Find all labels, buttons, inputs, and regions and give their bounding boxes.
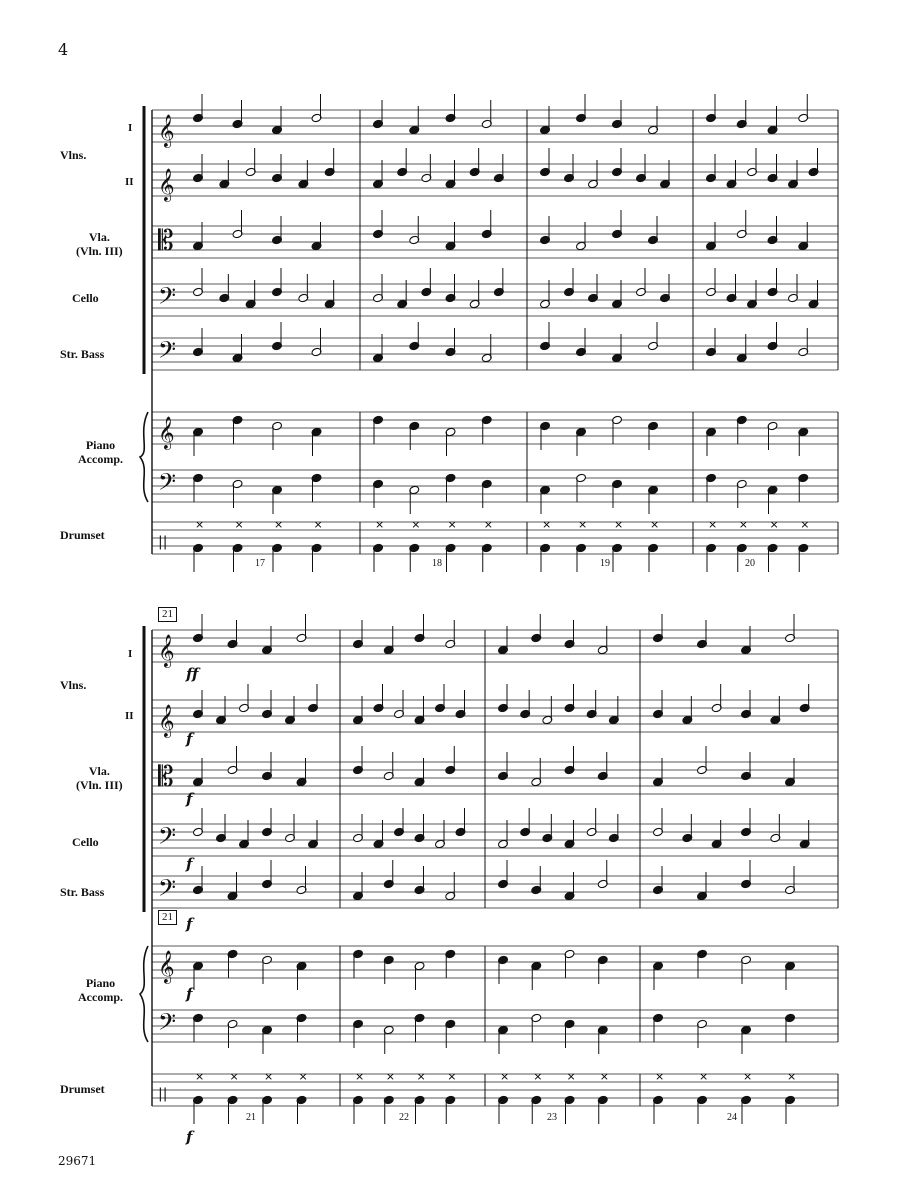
clef-icon: 𝄡 — [158, 760, 174, 793]
piano-brace — [140, 412, 148, 502]
clef-icon: 𝄢 — [158, 874, 177, 907]
clef-icon: 𝄡 — [158, 224, 174, 257]
clef-icon: 𝄞 — [158, 416, 175, 449]
catalog-number: 29671 — [58, 1154, 97, 1168]
drum-x-note: × — [274, 518, 284, 531]
drum-x-note: × — [234, 518, 244, 531]
clef-icon: 𝄞 — [158, 704, 175, 737]
drum-x-note: × — [411, 518, 421, 531]
drum-x-note: × — [738, 518, 748, 531]
string-bass-label-2: Str. Bass — [60, 885, 105, 899]
viola-label: Vla. (Vln. III) — [76, 230, 123, 258]
violin-1-label: I — [128, 122, 133, 134]
measure-number: 20 — [745, 558, 755, 569]
measure-number: 21 — [246, 1112, 256, 1123]
drum-x-note: × — [385, 1070, 395, 1083]
drum-x-note: × — [533, 1070, 543, 1083]
violin-2-label-2: II — [125, 710, 134, 722]
drum-x-note: × — [195, 518, 205, 531]
drumset-label: Drumset — [60, 528, 105, 542]
drum-x-note: × — [447, 518, 457, 531]
drum-x-note: × — [483, 518, 493, 531]
clef-icon: 𝄢 — [158, 822, 177, 855]
dynamic-marking: f — [186, 985, 193, 1003]
piano-label-2: Piano Accomp. — [78, 976, 123, 1004]
clef-icon: 𝄞 — [158, 168, 175, 201]
drum-x-note: × — [355, 1070, 365, 1083]
drum-x-note: × — [229, 1070, 239, 1083]
string-bass-label: Str. Bass — [60, 347, 105, 361]
violin-2-label: II — [125, 176, 134, 188]
drum-x-note: × — [500, 1070, 510, 1083]
clef-icon: || — [158, 534, 168, 550]
drum-x-note: × — [195, 1070, 205, 1083]
viola-label-2: Vla. (Vln. III) — [76, 764, 123, 792]
rehearsal-mark-rhythm: 21 — [158, 910, 177, 925]
drum-x-note: × — [416, 1070, 426, 1083]
measure-number: 23 — [547, 1112, 557, 1123]
measure-number: 18 — [432, 558, 442, 569]
clef-icon: 𝄞 — [158, 114, 175, 147]
dynamic-marking: ff — [186, 665, 199, 683]
drum-x-note: × — [566, 1070, 576, 1083]
dynamic-marking: f — [186, 855, 193, 873]
page-number: 4 — [58, 40, 69, 59]
clef-icon: 𝄞 — [158, 950, 175, 983]
violins-label-2: Vlns. — [60, 678, 87, 692]
drum-x-note: × — [708, 518, 718, 531]
drum-x-note: × — [542, 518, 552, 531]
clef-icon: || — [158, 1086, 168, 1102]
drum-x-note: × — [313, 518, 323, 531]
measure-number: 17 — [255, 558, 265, 569]
measure-number: 19 — [600, 558, 610, 569]
drum-x-note: × — [614, 518, 624, 531]
clef-icon: 𝄢 — [158, 282, 177, 315]
clef-icon: 𝄢 — [158, 336, 177, 369]
dynamic-marking: f — [186, 790, 193, 808]
dynamic-marking: f — [186, 915, 193, 933]
dynamic-marking: f — [186, 730, 193, 748]
clef-icon: 𝄢 — [158, 468, 177, 501]
dynamic-marking: f — [186, 1128, 193, 1146]
drum-x-note: × — [699, 1070, 709, 1083]
drum-x-note: × — [769, 518, 779, 531]
drum-x-note: × — [375, 518, 385, 531]
cello-label: Cello — [72, 291, 99, 305]
drumset-label-2: Drumset — [60, 1082, 105, 1096]
cello-label-2: Cello — [72, 835, 99, 849]
drum-x-note: × — [578, 518, 588, 531]
drum-x-note: × — [800, 518, 810, 531]
drum-x-note: × — [650, 518, 660, 531]
clef-icon: 𝄞 — [158, 634, 175, 667]
piano-label: Piano Accomp. — [78, 438, 123, 466]
drum-x-note: × — [447, 1070, 457, 1083]
drum-x-note: × — [599, 1070, 609, 1083]
drum-x-note: × — [655, 1070, 665, 1083]
drum-x-note: × — [264, 1070, 274, 1083]
rehearsal-mark: 21 — [158, 607, 177, 622]
violin-1-label-2: I — [128, 648, 133, 660]
drum-x-note: × — [787, 1070, 797, 1083]
piano-brace — [140, 946, 148, 1042]
measure-number: 22 — [399, 1112, 409, 1123]
clef-icon: 𝄢 — [158, 1008, 177, 1041]
measure-number: 24 — [727, 1112, 737, 1123]
drum-x-note: × — [298, 1070, 308, 1083]
violins-label: Vlns. — [60, 148, 87, 162]
drum-x-note: × — [743, 1070, 753, 1083]
